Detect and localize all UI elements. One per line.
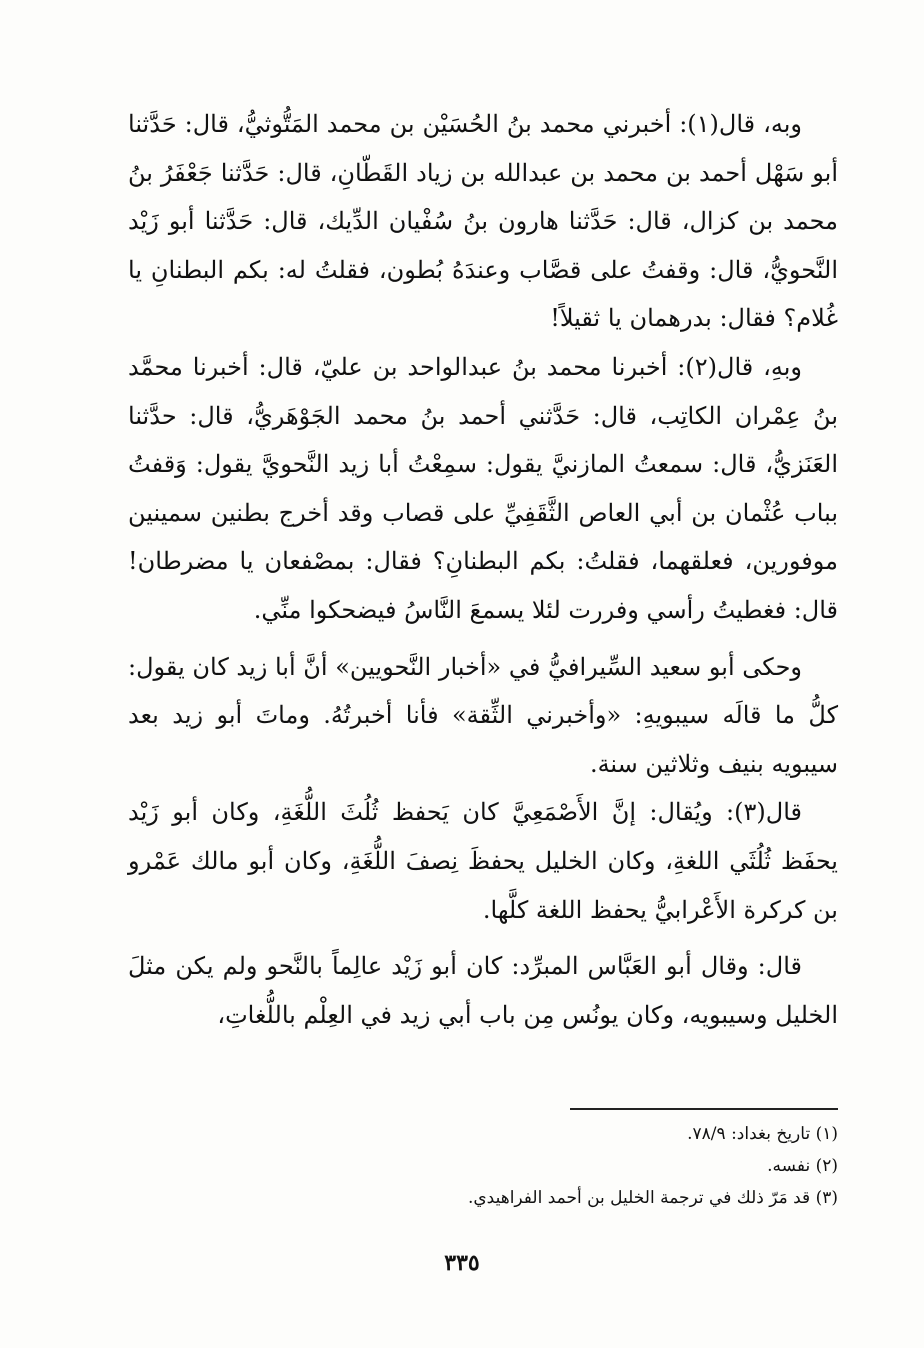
footnote-2: (٢) نفسه. xyxy=(767,1156,838,1176)
paragraph-1: وبه، قال(١): أخبرني محمد بنُ الحُسَيْن بن محمد المَتُّوثيُّ، قال: حَدَّثنا أبو سَهْل أحمد بن محمد بن عبدالله بن زياد القَطّانِ، قال: حَدَّثنا جَعْفَرُ بنُ محمد بن كزال، قال: حَدَّثنا هارون بنُ سُفْيان الدِّيك، قال: حَدَّثنا أبو زَيْد النَّحويُّ، قال: وقفتُ على قصَّاب وعندَهُ بُطون، فقلتُ له: بكم البطنانِ يا غُلام؟ فقال: بدرهمان يا ثقيلاً! xyxy=(128,110,838,333)
footnote-3: (٣) قد مَرّ ذلك في ترجمة الخليل بن أحمد الفراهيدي. xyxy=(467,1188,838,1208)
paragraph-2: وبهِ، قال(٢): أخبرنا محمد بنُ عبدالواحد بن عليّ، قال: أخبرنا محمَّد بنُ عِمْران الكاتِب، قال: حَدَّثني أحمد بنُ محمد الجَوْهَريُّ، قال: حدَّثنا العَنَزيُّ، قال: سمعتُ المازنيَّ يقول: سمِعْتُ أبا زيد النَّحويَّ يقول: وَقفتُ بباب عُثْمان بن أبي العاص الثَّقَفِيِّ على قصاب وقد أخرج بطنين سمينين موفورين، فعلقهما، فقلتُ: بكم البطنانِ؟ فقال: بمصْفعان يا مضرطان! قال: فغطيتُ رأسي وفررت لئلا يسمعَ النَّاسُ فيضحكوا منِّي. xyxy=(128,352,838,624)
paragraph-4: قال(٣): ويُقال: إنَّ الأَصْمَعِيَّ كان يَحفظ ثُلُثَ اللُّغَةِ، وكان أبو زَيْد يحفَظ ثُلُثَي اللغةِ، وكان الخليل يحفظَ نِصفَ اللُّغَةِ، وكان أبو مالك عَمْرو بن كركرة الأَعْرابيُّ يحفظ اللغة كلَّها. xyxy=(128,798,838,924)
footnote-1: (١) تاريخ بغداد: ٧٨/٩. xyxy=(687,1124,838,1144)
paragraph-3: وحكى أبو سعيد السِّيرافيُّ في «أخبار النَّحويين» أنَّ أبا زيد كان يقول: كلُّ ما قالَه سيبويهِ: «وأخبرني الثِّقة» فأنا أخبرتُهُ. وماتَ أبو زيد بعد سيبويه بنيف وثلاثين سنة. xyxy=(128,652,838,778)
footnotes xyxy=(128,1118,838,1214)
page-number: ٣٣٥ xyxy=(444,1250,480,1276)
main-text xyxy=(128,100,838,1039)
paragraph-5: قال: وقال أبو العَبَّاس المبرِّد: كان أبو زَيْد عالِماً بالنَّحو ولم يكن مثلَ الخليل وسيبويه، وكان يونُس مِن باب أبي زيد في العِلْم باللُّغاتِ، xyxy=(128,952,838,1029)
footnote-separator xyxy=(570,1108,838,1110)
